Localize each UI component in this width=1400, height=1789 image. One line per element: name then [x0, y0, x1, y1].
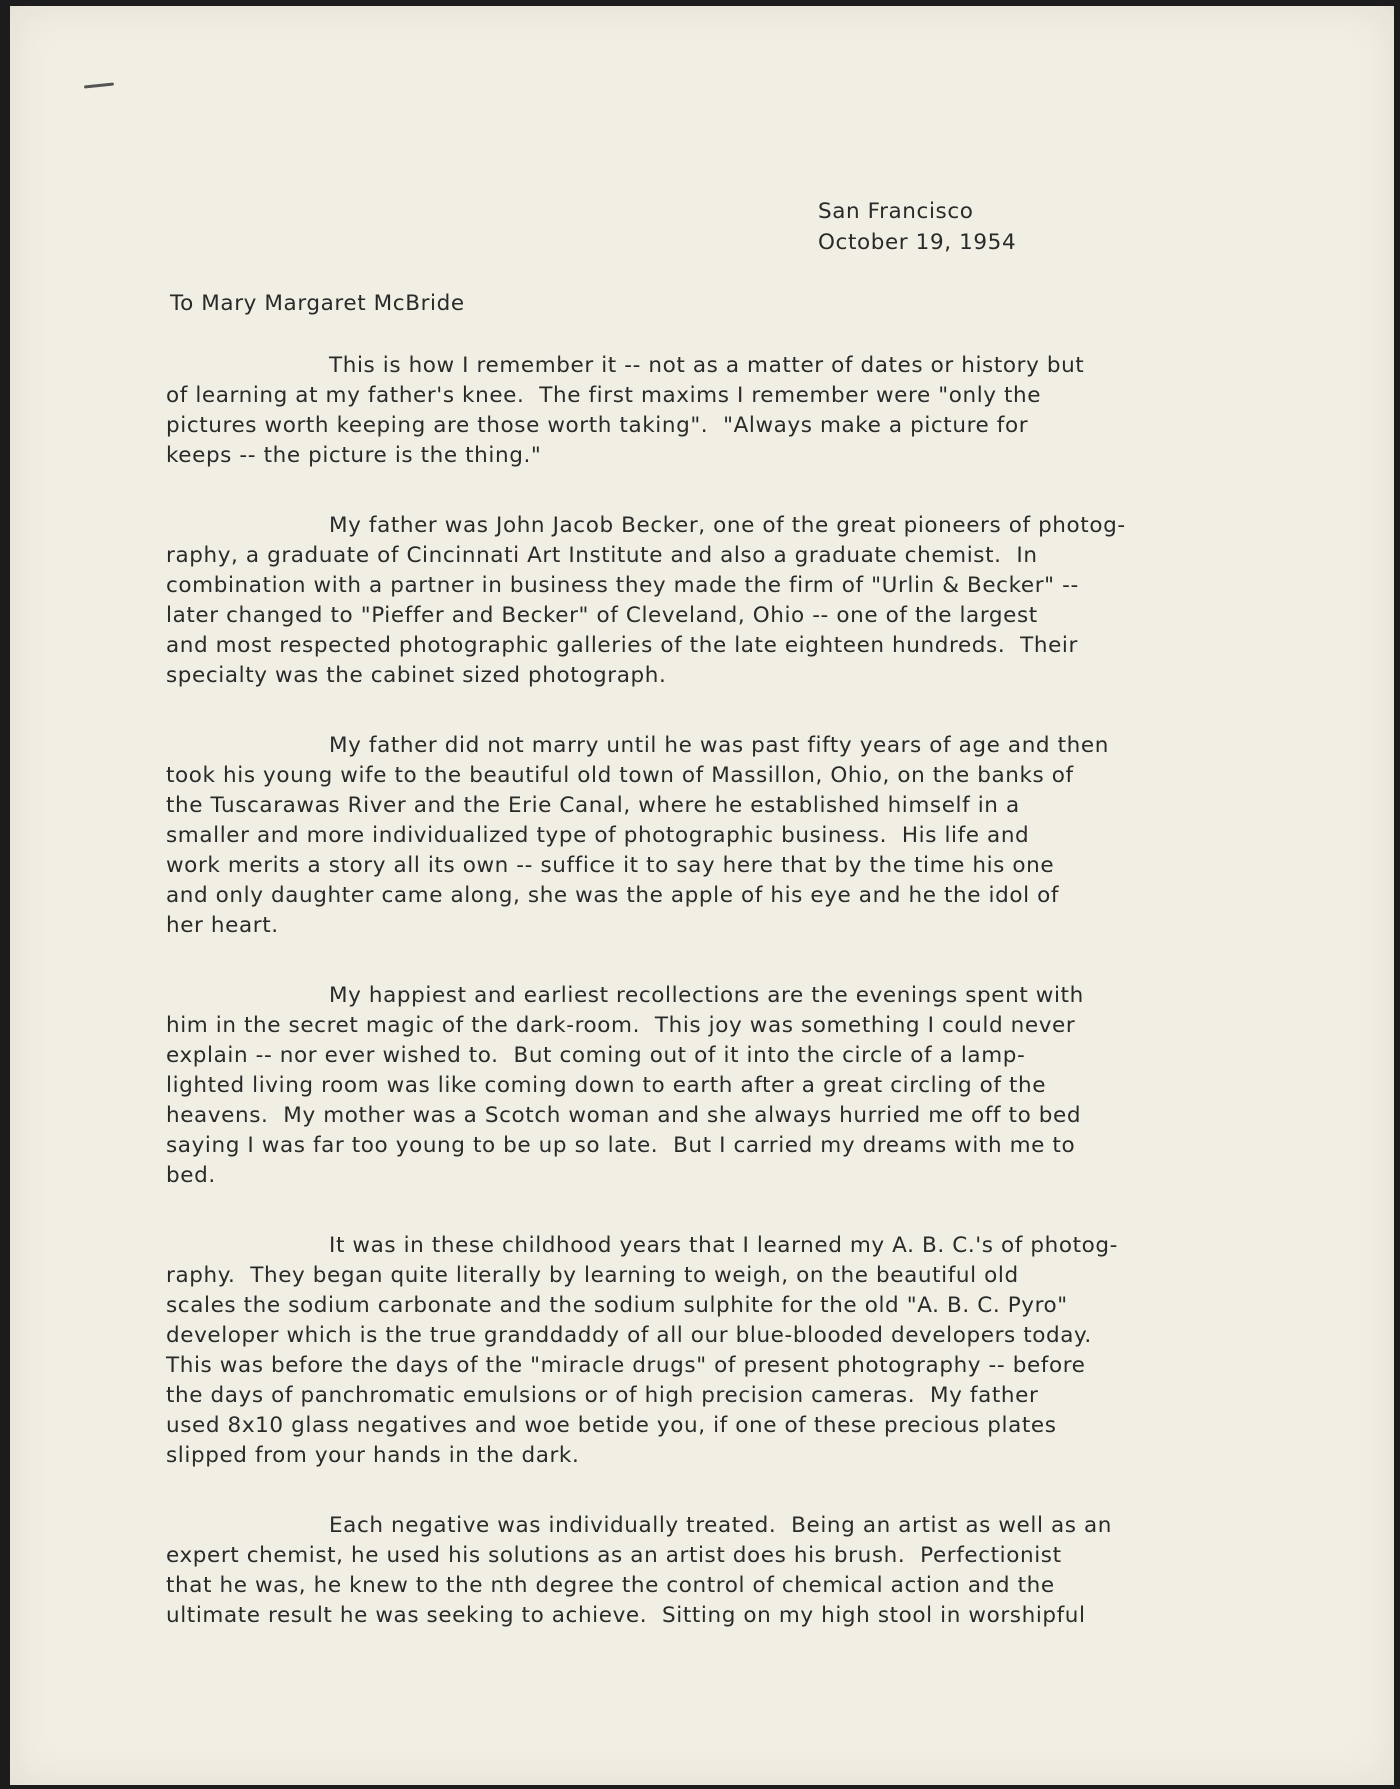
- text-line: and most respected photographic galleries of the late eighteen hundreds. Their: [166, 633, 1078, 658]
- text-line: lighted living room was like coming down to earth after a great circling of the: [166, 1073, 1047, 1098]
- letter-place: San Francisco: [818, 199, 974, 224]
- text-line: that he was, he knew to the nth degree the control of chemical action and the: [166, 1573, 1055, 1598]
- text-line: Each negative was individually treated. Being an artist as well as an: [329, 1513, 1112, 1538]
- text-line: specialty was the cabinet sized photograph.: [166, 663, 667, 688]
- paragraph: [166, 511, 1296, 691]
- text-line: the days of panchromatic emulsions or of high precision cameras. My father: [166, 1383, 1039, 1408]
- text-line: bed.: [166, 1163, 216, 1188]
- letter-date: October 19, 1954: [818, 230, 1017, 255]
- text-line: My father was John Jacob Becker, one of the great pioneers of photog-: [329, 513, 1126, 538]
- letter-salutation: To Mary Margaret McBride: [170, 291, 465, 316]
- text-line: and only daughter came along, she was the apple of his eye and he the idol of: [166, 883, 1060, 908]
- text-line: of learning at my father's knee. The first maxims I remember were "only the: [166, 383, 1042, 408]
- text-line: pictures worth keeping are those worth taking". "Always make a picture for: [166, 413, 1029, 438]
- text-line: saying I was far too young to be up so late. But I carried my dreams with me to: [166, 1133, 1076, 1158]
- pencil-mark: [84, 82, 114, 88]
- text-line: heavens. My mother was a Scotch woman and she always hurried me off to bed: [166, 1103, 1082, 1128]
- text-line: ultimate result he was seeking to achieve. Sitting on my high stool in worshipful: [166, 1603, 1086, 1628]
- text-line: developer which is the true granddaddy of all our blue-blooded developers today.: [166, 1323, 1092, 1348]
- text-line: smaller and more individualized type of photographic business. His life and: [166, 823, 1030, 848]
- text-line: This is how I remember it -- not as a matter of dates or history but: [329, 353, 1085, 378]
- text-line: This was before the days of the "miracle drugs" of present photography -- before: [166, 1353, 1086, 1378]
- text-line: her heart.: [166, 913, 279, 938]
- paragraph: [166, 731, 1296, 941]
- text-line: slipped from your hands in the dark.: [166, 1443, 580, 1468]
- text-line: expert chemist, he used his solutions as an artist does his brush. Perfectionist: [166, 1543, 1062, 1568]
- text-line: the Tuscarawas River and the Erie Canal, where he established himself in a: [166, 793, 1020, 818]
- text-line: later changed to "Pieffer and Becker" of Cleveland, Ohio -- one of the largest: [166, 603, 1038, 628]
- paragraph: [166, 351, 1296, 471]
- text-line: took his young wife to the beautiful old town of Massillon, Ohio, on the banks of: [166, 763, 1074, 788]
- text-line: It was in these childhood years that I learned my A. B. C.'s of photog-: [329, 1233, 1118, 1258]
- text-line: scales the sodium carbonate and the sodium sulphite for the old "A. B. C. Pyro": [166, 1293, 1068, 1318]
- paragraph: [166, 1231, 1296, 1471]
- text-line: raphy, a graduate of Cincinnati Art Institute and also a graduate chemist. In: [166, 543, 1038, 568]
- text-line: raphy. They began quite literally by learning to weigh, on the beautiful old: [166, 1263, 1019, 1288]
- letter-body: [166, 351, 1296, 1671]
- text-line: My happiest and earliest recollections are the evenings spent with: [329, 983, 1084, 1008]
- text-line: used 8x10 glass negatives and woe betide you, if one of these precious plates: [166, 1413, 1057, 1438]
- text-line: explain -- nor ever wished to. But coming out of it into the circle of a lamp-: [166, 1043, 1026, 1068]
- text-line: him in the secret magic of the dark-room. This joy was something I could never: [166, 1013, 1076, 1038]
- text-line: work merits a story all its own -- suffice it to say here that by the time his one: [166, 853, 1055, 878]
- paragraph: [166, 981, 1296, 1191]
- text-line: combination with a partner in business they made the firm of "Urlin & Becker" --: [166, 573, 1079, 598]
- text-line: My father did not marry until he was past fifty years of age and then: [329, 733, 1109, 758]
- text-line: keeps -- the picture is the thing.": [166, 443, 542, 468]
- letter-header: [818, 196, 1016, 258]
- paragraph: [166, 1511, 1296, 1631]
